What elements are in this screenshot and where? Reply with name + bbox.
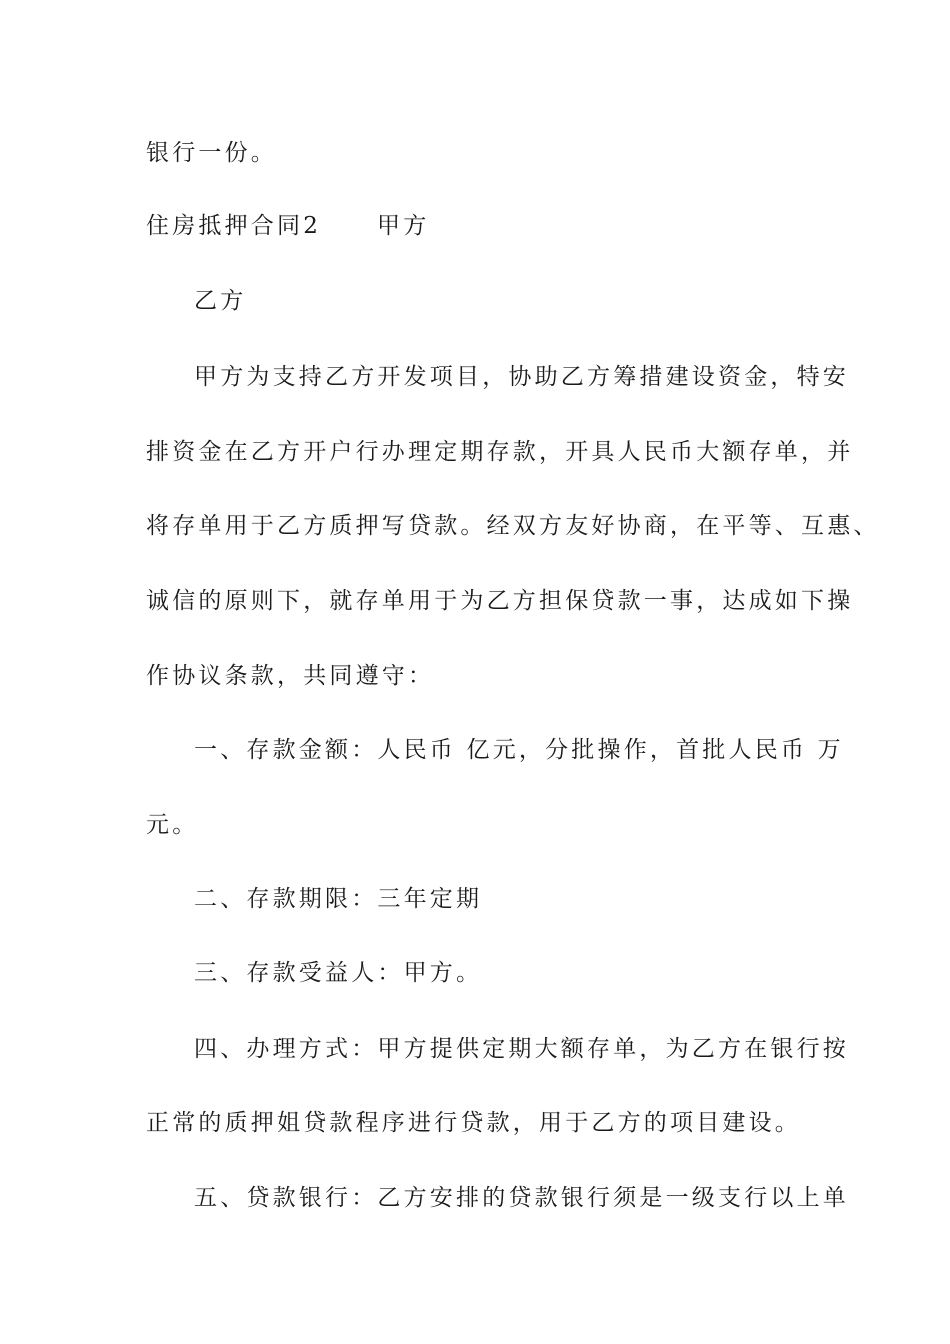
heading-line (146, 211, 429, 241)
clause-line: 二、存款期限：三年定期 (194, 886, 483, 912)
contract-title: 住房抵押合同2 (146, 213, 322, 239)
text-line: 排资金在乙方开户行办理定期存款，开具人民币大额存单，并 (146, 439, 854, 465)
party-b-label: 乙方 (194, 288, 247, 314)
text-line: 作协议条款，共同遵守： (146, 663, 435, 689)
clause-line: 三、存款受益人：甲方。 (194, 960, 483, 986)
text-line: 将存单用于乙方质押写贷款。经双方友好协商，在平等、互惠、 (146, 513, 880, 539)
clause-line: 一、存款金额：人民币 亿元，分批操作，首批人民币 万 (194, 737, 844, 763)
clause-line: 四、办理方式：甲方提供定期大额存单，为乙方在银行按 (194, 1036, 849, 1062)
text-line: 甲方为支持乙方开发项目，协助乙方筹措建设资金，特安 (194, 364, 849, 390)
text-line: 元。 (146, 812, 199, 838)
text-line: 诚信的原则下，就存单用于为乙方担保贷款一事，达成如下操 (146, 588, 854, 614)
text-line: 正常的质押姐贷款程序进行贷款，用于乙方的项目建设。 (146, 1110, 801, 1136)
clause-line: 五、贷款银行：乙方安排的贷款银行须是一级支行以上单 (194, 1185, 849, 1211)
text-line: 银行一份。 (146, 140, 277, 166)
party-a-label: 甲方 (377, 213, 430, 239)
